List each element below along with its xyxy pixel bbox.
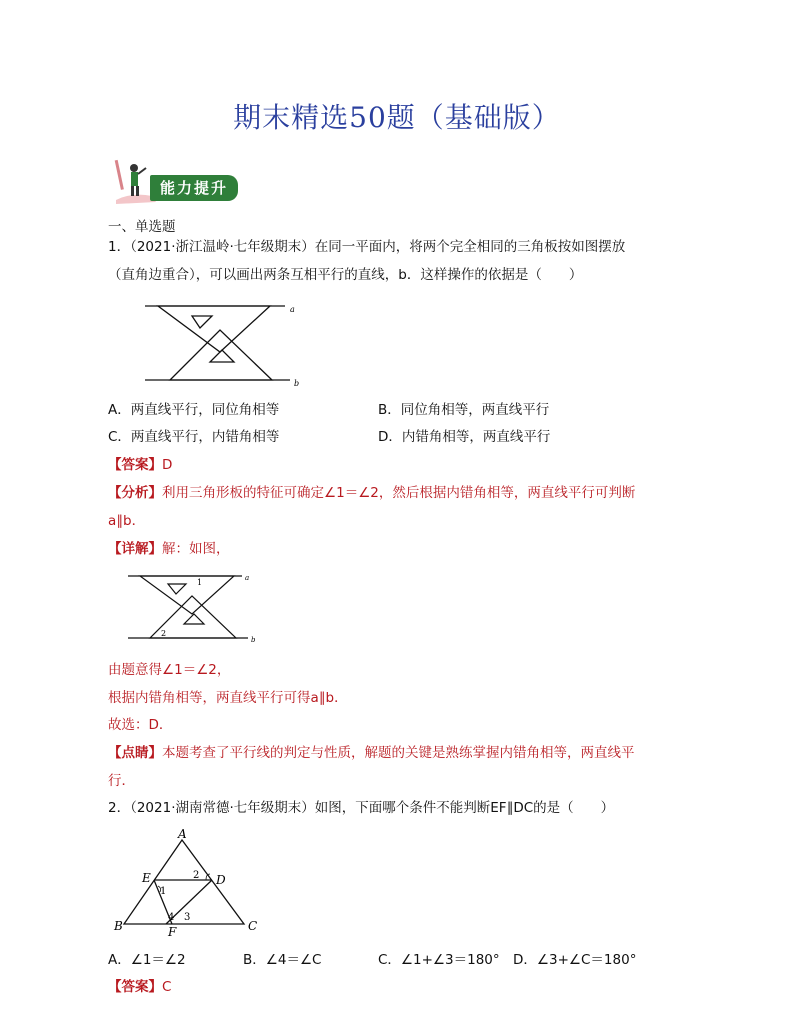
- q2-angle1: 1: [160, 886, 167, 897]
- q1-angle1: 1: [197, 578, 203, 587]
- q2-option-d: D．∠3+∠C＝180°: [513, 952, 637, 968]
- banner-label: 能力提升: [150, 175, 238, 201]
- q2-label-b: B: [114, 919, 123, 933]
- q1-detail-tag: 【详解】: [108, 541, 162, 557]
- q1-choose: 故选：D．: [108, 717, 173, 733]
- q1-detail-label-a: a: [245, 574, 250, 582]
- q1-analysis-row: [108, 484, 635, 502]
- q1-comment-tag: 【点睛】: [108, 745, 162, 761]
- q2-option-b: B．∠4＝∠C: [243, 952, 322, 968]
- q1-label-b: b: [294, 379, 300, 388]
- q1-figure: [140, 300, 310, 390]
- q2-angle2: 2: [193, 870, 200, 881]
- q2-angle3: 3: [184, 912, 191, 923]
- q2-label-a: A: [178, 828, 187, 841]
- section-heading: 一、单选题: [108, 219, 176, 235]
- q1-detail-figure: [124, 570, 264, 644]
- q1-angle2: 2: [161, 629, 167, 638]
- q2-option-c: C．∠1+∠3＝180°: [378, 952, 500, 968]
- q2-label-f: F: [168, 925, 177, 938]
- q2-option-a: A．∠1＝∠2: [108, 952, 186, 968]
- q2-stem: 2．（2021·湖南常德·七年级期末）如图，下面哪个条件不能判断EF∥DC的是（ ）: [108, 800, 615, 816]
- q1-analysis-line2: a∥b．: [108, 513, 146, 529]
- q1-label-a: a: [290, 305, 295, 314]
- q2-answer: C: [162, 979, 172, 995]
- page-title: 期末精选50题（基础版）: [233, 101, 561, 134]
- q2-label-d: D: [216, 873, 226, 887]
- q2-label-e: E: [142, 871, 151, 885]
- q1-option-c: C．两直线平行，内错角相等: [108, 429, 280, 445]
- q1-option-b: B．同位角相等，两直线平行: [378, 402, 550, 418]
- q1-comment-line2: 行．: [108, 773, 135, 789]
- q1-answer: D: [162, 457, 173, 473]
- q1-detail-row: [108, 540, 230, 558]
- q1-comment-row: [108, 744, 635, 762]
- q2-figure: [110, 828, 270, 938]
- q1-answer-row: [108, 456, 172, 474]
- q1-step1: 由题意得∠1＝∠2，: [108, 662, 231, 678]
- q1-option-a: A．两直线平行，同位角相等: [108, 402, 280, 418]
- q2-angle4: 4: [168, 912, 175, 923]
- q1-stem-line1: 1．（2021·浙江温岭·七年级期末）在同一平面内，将两个完全相同的三角板按如图摆放: [108, 239, 626, 255]
- q2-answer-tag: 【答案】: [108, 979, 162, 995]
- q1-comment-line1: 本题考查了平行线的判定与性质，解题的关键是熟练掌握内错角相等，两直线平: [162, 745, 635, 761]
- q2-label-c: C: [248, 919, 258, 933]
- q1-option-d: D．内错角相等，两直线平行: [378, 429, 551, 445]
- q1-detail: 解：如图，: [162, 541, 230, 557]
- q1-stem-line2: （直角边重合），可以画出两条互相平行的直线，b．这样操作的依据是（ ）: [108, 267, 583, 283]
- q1-detail-label-b: b: [251, 636, 256, 644]
- q2-answer-row: [108, 978, 171, 996]
- q1-step2: 根据内错角相等，两直线平行可得a∥b．: [108, 690, 348, 706]
- q1-analysis-line1: 利用三角形板的特征可确定∠1＝∠2，然后根据内错角相等，两直线平行可判断: [162, 485, 636, 501]
- q1-answer-tag: 【答案】: [108, 457, 162, 473]
- q1-analysis-tag: 【分析】: [108, 485, 162, 501]
